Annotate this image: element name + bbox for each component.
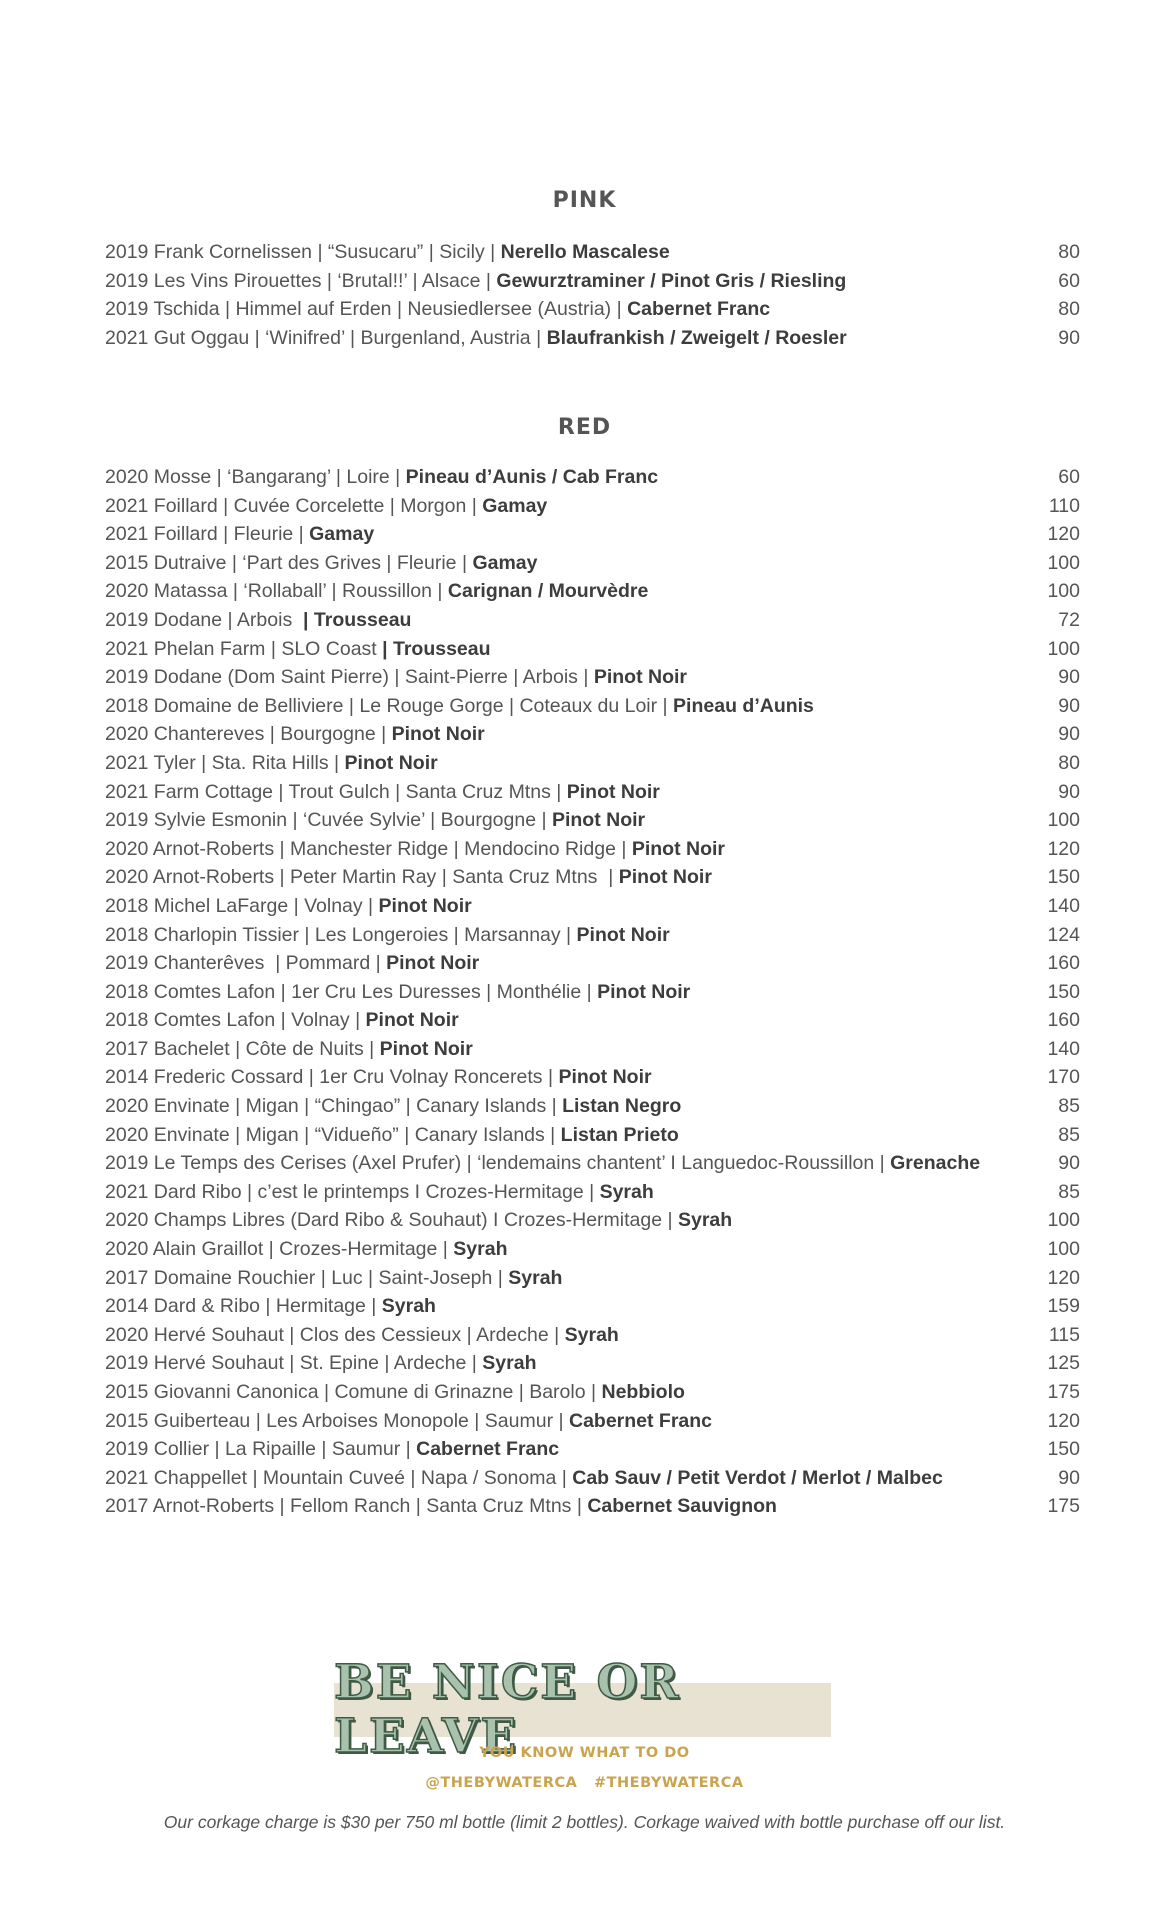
pink-wine-list — [105, 238, 1080, 352]
wine-description — [105, 1321, 619, 1350]
wine-producer-region: 2019 Tschida | Himmel auf Erden | Neusiedlersee (Austria) | — [105, 298, 628, 321]
wine-grape: Pinot Noir — [386, 952, 480, 975]
wine-row — [105, 577, 1080, 606]
wine-grape: Pinot Noir — [593, 666, 688, 689]
wine-producer-region: 2020 Envinate | Migan | “Vidueño” | Canary Islands | — [105, 1123, 561, 1146]
wine-producer-region: 2021 Phelan Farm | SLO Coast — [105, 637, 383, 660]
wine-row — [105, 749, 1080, 778]
wine-grape: Syrah — [677, 1209, 733, 1232]
wine-description — [105, 238, 670, 267]
wine-producer-region: 2021 Foillard | Fleurie | — [105, 523, 310, 546]
wine-row — [105, 267, 1080, 296]
wine-grape: Pinot Noir — [391, 723, 485, 746]
wine-grape: Blaufrankish / Zweigelt / Roesler — [546, 326, 847, 349]
wine-row — [105, 1492, 1080, 1521]
wine-grape: | Trousseau — [303, 608, 412, 631]
wine-price: 150 — [1047, 1438, 1080, 1461]
wine-producer-region: 2020 Chantereves | Bourgogne | — [105, 723, 392, 746]
wine-producer-region: 2018 Comtes Lafon | Volnay | — [105, 1009, 366, 1032]
wine-row — [105, 1035, 1080, 1064]
wine-row — [105, 778, 1080, 807]
wine-grape: Gamay — [482, 494, 548, 517]
wine-description — [105, 949, 479, 978]
wine-description — [105, 606, 411, 635]
wine-producer-region: 2019 Collier | La Ripaille | Saumur | — [105, 1438, 417, 1461]
wine-producer-region: 2020 Hervé Souhaut | Clos des Cessieux | Ardeche | — [105, 1323, 565, 1346]
wine-price: 100 — [1047, 637, 1080, 660]
wine-description — [105, 720, 485, 749]
wine-price: 90 — [1058, 666, 1080, 689]
wine-description — [105, 663, 687, 692]
wine-price: 110 — [1048, 494, 1080, 517]
wine-row — [105, 1006, 1080, 1035]
wine-price: 140 — [1047, 1037, 1080, 1060]
wine-price: 120 — [1047, 1409, 1080, 1432]
wine-grape: Cab Sauv / Petit Verdot / Merlot / Malbec — [572, 1466, 943, 1489]
wine-description — [105, 1006, 459, 1035]
wine-grape: Cabernet Franc — [627, 298, 771, 321]
wine-row — [105, 463, 1080, 492]
wine-description — [105, 1121, 679, 1150]
wine-description — [105, 1349, 536, 1378]
wine-description — [105, 778, 660, 807]
wine-grape: Pinot Noir — [551, 809, 646, 832]
wine-producer-region: 2020 Envinate | Migan | “Chingao” | Canary Islands | — [105, 1095, 563, 1118]
wine-description — [105, 835, 725, 864]
wine-grape: Syrah — [564, 1323, 619, 1346]
wine-description — [105, 1378, 685, 1407]
wine-price: 120 — [1047, 837, 1080, 860]
wine-grape: Listan Prieto — [560, 1123, 679, 1146]
wine-row — [105, 1149, 1080, 1178]
wine-description — [105, 863, 712, 892]
wine-row — [105, 1378, 1080, 1407]
wine-description — [105, 1178, 654, 1207]
wine-row — [105, 295, 1080, 324]
wine-row — [105, 663, 1080, 692]
wine-grape: Nerello Mascalese — [500, 241, 670, 263]
wine-description — [105, 492, 547, 521]
wine-producer-region: 2020 Arnot-Roberts | Manchester Ridge | Mendocino Ridge | — [105, 837, 632, 860]
wine-producer-region: 2020 Arnot-Roberts | Peter Martin Ray | Santa Cruz Mtns | — [105, 866, 619, 889]
wine-grape: Pineau d’Aunis — [673, 694, 814, 717]
wine-grape: Pinot Noir — [566, 780, 660, 803]
wine-row — [105, 520, 1080, 549]
wine-grape: Syrah — [482, 1352, 537, 1375]
wine-producer-region: 2019 Les Vins Pirouettes | ‘Brutal!!’ | Alsace | — [105, 269, 497, 292]
wine-row — [105, 835, 1080, 864]
wine-price: 160 — [1047, 1009, 1080, 1032]
wine-grape: Gewurztraminer / Pinot Gris / Riesling — [496, 269, 847, 292]
wine-producer-region: 2018 Charlopin Tissier | Les Longeroies | Marsannay | — [105, 923, 577, 946]
wine-price: 150 — [1047, 866, 1080, 889]
wine-producer-region: 2021 Gut Oggau | ‘Winifred’ | Burgenland, Austria | — [105, 326, 547, 349]
wine-price: 160 — [1047, 952, 1080, 975]
wine-row — [105, 1435, 1080, 1464]
wine-description — [105, 1292, 436, 1321]
wine-price: 170 — [1047, 1066, 1080, 1089]
wine-price: 80 — [1058, 241, 1080, 263]
wine-price: 90 — [1058, 1152, 1080, 1175]
wine-description — [105, 1235, 507, 1264]
wine-description — [105, 1264, 562, 1293]
wine-price: 175 — [1047, 1495, 1080, 1518]
wine-price: 120 — [1047, 523, 1080, 546]
wine-description — [105, 921, 670, 950]
wine-row — [105, 1349, 1080, 1378]
wine-producer-region: 2017 Bachelet | Côte de Nuits | — [105, 1037, 380, 1060]
wine-row — [105, 492, 1080, 521]
wine-description — [105, 463, 658, 492]
wine-row — [105, 606, 1080, 635]
wine-description — [105, 1063, 652, 1092]
wine-price: 90 — [1058, 780, 1080, 803]
wine-grape: Syrah — [453, 1238, 508, 1261]
wine-grape: Pinot Noir — [379, 1037, 473, 1060]
wine-grape: Pinot Noir — [618, 866, 712, 889]
wine-producer-region: 2021 Farm Cottage | Trout Gulch | Santa Cruz Mtns | — [105, 780, 567, 803]
wine-producer-region: 2019 Dodane | Arbois — [105, 608, 304, 631]
wine-producer-region: 2014 Frederic Cossard | 1er Cru Volnay Roncerets | — [105, 1066, 559, 1089]
wine-price: 100 — [1047, 1238, 1080, 1261]
wine-price: 100 — [1047, 809, 1080, 832]
wine-description — [105, 806, 645, 835]
wine-row — [105, 921, 1080, 950]
wine-description — [105, 1035, 473, 1064]
wine-row — [105, 238, 1080, 267]
wine-price: 115 — [1048, 1323, 1080, 1346]
wine-row — [105, 1235, 1080, 1264]
wine-row — [105, 1206, 1080, 1235]
wine-price: 90 — [1058, 694, 1080, 717]
wine-price: 150 — [1047, 980, 1080, 1003]
wine-producer-region: 2019 Frank Cornelissen | “Susucaru” | Sicily | — [105, 241, 501, 263]
wine-row — [105, 720, 1080, 749]
wine-price: 60 — [1058, 466, 1080, 488]
wine-price: 124 — [1047, 923, 1080, 946]
wine-producer-region: 2018 Comtes Lafon | 1er Cru Les Duresses | Monthélie | — [105, 980, 598, 1003]
wine-producer-region: 2020 Matassa | ‘Rollaball’ | Roussillon | — [105, 580, 448, 603]
wine-grape: Pinot Noir — [365, 1009, 459, 1032]
wine-grape: Carignan / Mourvèdre — [447, 580, 649, 603]
wine-producer-region: 2019 Chanterêves | Pommard | — [105, 952, 387, 975]
wine-price: 90 — [1058, 326, 1080, 349]
wine-producer-region: 2021 Foillard | Cuvée Corcelette | Morgon | — [105, 494, 483, 517]
wine-row — [105, 978, 1080, 1007]
wine-row — [105, 1407, 1080, 1436]
wine-description — [105, 324, 847, 353]
wine-description — [105, 1435, 559, 1464]
wine-producer-region: 2015 Dutraive | ‘Part des Grives | Fleurie | — [105, 551, 473, 574]
wine-producer-region: 2014 Dard & Ribo | Hermitage | — [105, 1295, 382, 1318]
wine-producer-region: 2018 Michel LaFarge | Volnay | — [105, 894, 379, 917]
wine-price: 60 — [1058, 269, 1080, 292]
wine-row — [105, 1464, 1080, 1493]
wine-row — [105, 324, 1080, 353]
wine-price: 100 — [1047, 580, 1080, 603]
logo-text: BE NICE OR LEAVE — [334, 1655, 681, 1764]
wine-price: 100 — [1047, 551, 1080, 574]
wine-producer-region: 2020 Champs Libres (Dard Ribo & Souhaut) I Crozes-Hermitage | — [105, 1209, 678, 1232]
wine-description — [105, 1092, 681, 1121]
wine-price: 90 — [1058, 1466, 1080, 1489]
wine-description — [105, 577, 648, 606]
wine-row — [105, 892, 1080, 921]
wine-grape: Pinot Noir — [576, 923, 670, 946]
wine-description — [105, 549, 537, 578]
wine-description — [105, 749, 438, 778]
wine-grape: | Trousseau — [382, 637, 491, 660]
wine-row — [105, 549, 1080, 578]
wine-grape: Nebbiolo — [601, 1381, 685, 1403]
wine-grape: Gamay — [309, 523, 375, 546]
wine-producer-region: 2015 Guiberteau | Les Arboises Monopole | Saumur | — [105, 1409, 569, 1432]
wine-price: 80 — [1058, 751, 1080, 774]
wine-price: 125 — [1047, 1352, 1080, 1375]
wine-row — [105, 863, 1080, 892]
wine-grape: Pinot Noir — [558, 1066, 652, 1089]
wine-description — [105, 295, 770, 324]
wine-producer-region: 2020 Mosse | ‘Bangarang’ | Loire | — [105, 466, 406, 488]
wine-producer-region: 2015 Giovanni Canonica | Comune di Grinazne | Barolo | — [105, 1381, 602, 1403]
wine-price: 159 — [1047, 1295, 1080, 1318]
wine-producer-region: 2019 Dodane (Dom Saint Pierre) | Saint-Pierre | Arbois | — [105, 666, 594, 689]
wine-price: 90 — [1058, 723, 1080, 746]
wine-grape: Cabernet Franc — [568, 1409, 713, 1432]
wine-row — [105, 1264, 1080, 1293]
wine-description — [105, 1464, 943, 1493]
wine-price: 85 — [1058, 1095, 1080, 1118]
wine-description — [105, 635, 491, 664]
wine-description — [105, 978, 690, 1007]
wine-producer-region: 2018 Domaine de Belliviere | Le Rouge Gorge | Coteaux du Loir | — [105, 694, 674, 717]
wine-producer-region: 2019 Le Temps des Cerises (Axel Prufer) | ‘lendemains chantent’ I Languedoc-Roussillon | — [105, 1152, 891, 1175]
tagline: YOU KNOW WHAT TO DO — [479, 1745, 690, 1761]
red-wine-list — [105, 463, 1080, 1521]
wine-producer-region: 2017 Arnot-Roberts | Fellom Ranch | Santa Cruz Mtns | — [105, 1495, 588, 1518]
wine-producer-region: 2021 Dard Ribo | c’est le printemps I Crozes-Hermitage | — [105, 1180, 600, 1203]
wine-row — [105, 806, 1080, 835]
wine-row — [105, 1321, 1080, 1350]
wine-grape: Syrah — [599, 1180, 654, 1203]
wine-producer-region: 2019 Hervé Souhaut | St. Epine | Ardeche | — [105, 1352, 483, 1375]
wine-description — [105, 267, 846, 296]
wine-description — [105, 1492, 777, 1521]
wine-price: 175 — [1047, 1381, 1080, 1403]
wine-description — [105, 1206, 732, 1235]
wine-description — [105, 1149, 980, 1178]
wine-description — [105, 892, 472, 921]
wine-row — [105, 1063, 1080, 1092]
corkage-note: Our corkage charge is $30 per 750 ml bottle (limit 2 bottles). Corkage waived with bottle purchase off our list. — [163, 1812, 1006, 1832]
wine-row — [105, 1121, 1080, 1150]
wine-grape: Gamay — [472, 551, 538, 574]
wine-description — [105, 520, 374, 549]
wine-price: 80 — [1058, 298, 1080, 321]
wine-price: 100 — [1047, 1209, 1080, 1232]
wine-row — [105, 635, 1080, 664]
red-section-title: RED — [557, 415, 612, 440]
wine-row — [105, 1178, 1080, 1207]
wine-grape: Listan Negro — [562, 1095, 682, 1118]
wine-producer-region: 2021 Tyler | Sta. Rita Hills | — [105, 751, 345, 774]
wine-grape: Syrah — [381, 1295, 436, 1318]
wine-price: 120 — [1047, 1266, 1080, 1289]
wine-grape: Pinot Noir — [597, 980, 691, 1003]
wine-row — [105, 1092, 1080, 1121]
wine-producer-region: 2021 Chappellet | Mountain Cuveé | Napa / Sonoma | — [105, 1466, 573, 1489]
wine-grape: Pinot Noir — [631, 837, 725, 860]
wine-row — [105, 949, 1080, 978]
wine-producer-region: 2017 Domaine Rouchier | Luc | Saint-Joseph | — [105, 1266, 509, 1289]
wine-price: 140 — [1047, 894, 1080, 917]
wine-row — [105, 1292, 1080, 1321]
pink-section-title: PINK — [552, 188, 617, 213]
wine-grape: Pinot Noir — [378, 894, 472, 917]
wine-grape: Grenache — [890, 1152, 981, 1175]
wine-description — [105, 1407, 712, 1436]
wine-producer-region: 2019 Sylvie Esmonin | ‘Cuvée Sylvie’ | Bourgogne | — [105, 809, 552, 832]
wine-price: 85 — [1058, 1123, 1080, 1146]
wine-row — [105, 692, 1080, 721]
wine-price: 72 — [1058, 608, 1080, 631]
wine-description — [105, 692, 814, 721]
wine-grape: Cabernet Franc — [416, 1438, 560, 1461]
wine-grape: Cabernet Sauvignon — [587, 1495, 777, 1518]
wine-price: 85 — [1058, 1180, 1080, 1203]
wine-grape: Syrah — [508, 1266, 563, 1289]
wine-producer-region: 2020 Alain Graillot | Crozes-Hermitage | — [105, 1238, 454, 1261]
social-handles: @THEBYWATERCA #THEBYWATERCA — [425, 1775, 744, 1791]
wine-grape: Pinot Noir — [344, 751, 438, 774]
wine-grape: Pineau d’Aunis / Cab Franc — [405, 466, 659, 488]
